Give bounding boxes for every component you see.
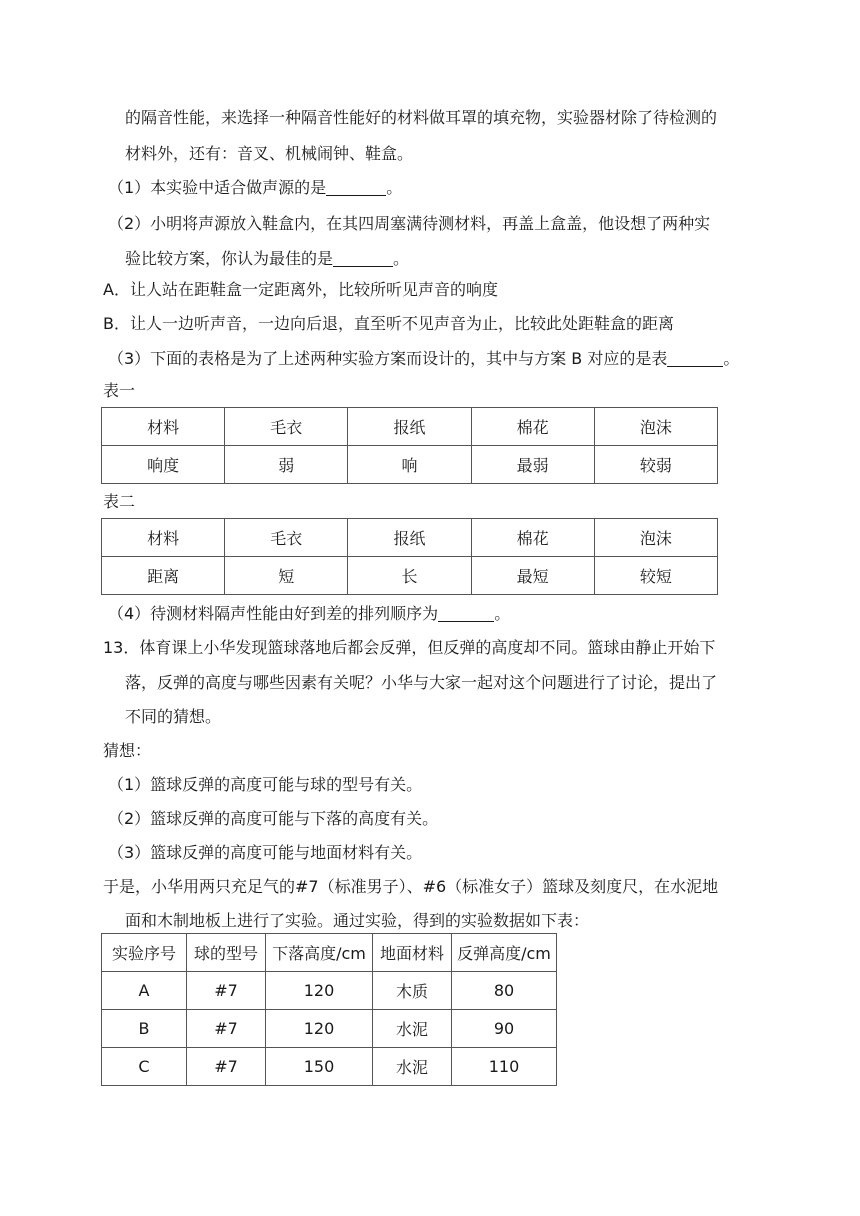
table-row <box>102 972 557 1010</box>
question-punct: 。 <box>494 604 511 623</box>
table-cell: 120 <box>266 1010 373 1048</box>
table-cell: 120 <box>266 972 373 1010</box>
table-cell: #7 <box>187 972 266 1010</box>
question-text: 验比较方案，你认为最佳的是 <box>125 249 334 268</box>
table-header-cell: 实验序号 <box>102 934 187 972</box>
table-row <box>102 1048 557 1086</box>
question-4 <box>108 604 510 624</box>
table-cell: 材料 <box>102 519 225 557</box>
table-cell: 150 <box>266 1048 373 1086</box>
table-caption: 表二 <box>103 492 136 511</box>
table-header-cell: 反弹高度/cm <box>452 934 557 972</box>
text-line: 猜想： <box>103 741 152 760</box>
question-text: （1）本实验中适合做声源的是 <box>108 178 327 197</box>
table-header-row <box>102 934 557 972</box>
table-cell: 报纸 <box>348 519 471 557</box>
table-cell: 80 <box>452 972 557 1010</box>
answer-blank[interactable] <box>326 179 386 196</box>
table-cell: C <box>102 1048 187 1086</box>
question-2-cont <box>125 249 409 269</box>
table-cell: 弱 <box>225 446 348 484</box>
question-punct: 。 <box>723 349 740 368</box>
question-13: 13．体育课上小华发现篮球落地后都会反弹，但反弹的高度却不同。篮球由静止开始下 <box>103 638 716 657</box>
table-caption: 表一 <box>103 381 136 400</box>
text-line: 落，反弹的高度与哪些因素有关呢？小华与大家一起对这个问题进行了讨论，提出了 <box>125 673 718 692</box>
table-cell: 长 <box>348 557 471 595</box>
table-row <box>102 408 718 446</box>
table-row <box>102 446 718 484</box>
table-cell: 毛衣 <box>225 519 348 557</box>
text-line: 的隔音性能，来选择一种隔音性能好的材料做耳罩的填充物，实验器材除了待检测的 <box>125 108 718 127</box>
table-cell: 短 <box>225 557 348 595</box>
table-cell: #7 <box>187 1010 266 1048</box>
table-2 <box>101 518 718 595</box>
table-cell: 泡沫 <box>594 408 717 446</box>
table-cell: 水泥 <box>373 1010 452 1048</box>
question-1 <box>108 178 402 198</box>
table-cell: 毛衣 <box>225 408 348 446</box>
table-cell: 棉花 <box>471 408 594 446</box>
table-cell: 最短 <box>471 557 594 595</box>
table-cell: 木质 <box>373 972 452 1010</box>
table-cell: B <box>102 1010 187 1048</box>
table-row <box>102 1010 557 1048</box>
table-cell: 棉花 <box>471 519 594 557</box>
table-cell: 材料 <box>102 408 225 446</box>
text-line: 材料外，还有：音叉、机械闹钟、鞋盒。 <box>125 144 414 163</box>
table-3 <box>101 933 557 1086</box>
option-a: A．让人站在距鞋盒一定距离外，比较所听见声音的响度 <box>103 280 498 299</box>
question-punct: 。 <box>393 249 410 268</box>
table-cell: 最弱 <box>471 446 594 484</box>
answer-blank[interactable] <box>333 250 393 267</box>
option-b: B．让人一边听声音，一边向后退，直至听不见声音为止，比较此处距鞋盒的距离 <box>103 314 674 333</box>
table-1 <box>101 407 718 484</box>
table-cell: 响 <box>348 446 471 484</box>
table-cell: 报纸 <box>348 408 471 446</box>
table-header-cell: 下落高度/cm <box>266 934 373 972</box>
table-cell: 距离 <box>102 557 225 595</box>
table-cell: 较弱 <box>594 446 717 484</box>
table-row <box>102 519 718 557</box>
table-cell: 110 <box>452 1048 557 1086</box>
text-line: （2）小明将声源放入鞋盒内，在其四周塞满待测材料，再盖上盒盖，他设想了两种实 <box>108 214 711 233</box>
hypothesis-3: （3）篮球反弹的高度可能与地面材料有关。 <box>108 843 423 862</box>
hypothesis-2: （2）篮球反弹的高度可能与下落的高度有关。 <box>108 809 439 828</box>
question-text: （4）待测材料隔声性能由好到差的排列顺序为 <box>108 604 439 623</box>
answer-blank[interactable] <box>667 350 723 367</box>
table-cell: 泡沫 <box>594 519 717 557</box>
table-cell: A <box>102 972 187 1010</box>
answer-blank[interactable] <box>438 605 494 622</box>
table-cell: 响度 <box>102 446 225 484</box>
table-cell: 水泥 <box>373 1048 452 1086</box>
text-line: 于是，小华用两只充足气的#7（标准男子）、#6（标准女子）篮球及刻度尺，在水泥地 <box>103 877 719 896</box>
question-text: （3）下面的表格是为了上述两种实验方案而设计的，其中与方案 B 对应的是表 <box>108 349 668 368</box>
table-cell: 90 <box>452 1010 557 1048</box>
question-punct: 。 <box>386 178 403 197</box>
table-cell: 较短 <box>594 557 717 595</box>
hypothesis-1: （1）篮球反弹的高度可能与球的型号有关。 <box>108 775 423 794</box>
question-3 <box>108 349 739 369</box>
text-line: 面和木制地板上进行了实验。通过实验，得到的实验数据如下表： <box>125 911 590 930</box>
table-row <box>102 557 718 595</box>
table-header-cell: 球的型号 <box>187 934 266 972</box>
text-line: 不同的猜想。 <box>125 707 222 726</box>
table-cell: #7 <box>187 1048 266 1086</box>
table-header-cell: 地面材料 <box>373 934 452 972</box>
